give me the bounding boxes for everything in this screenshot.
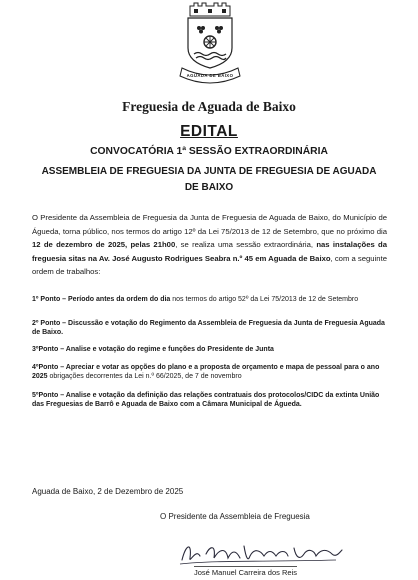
agenda-item xyxy=(32,346,387,355)
intro-text-2: , se realiza uma sessão extraordinária, xyxy=(175,240,317,250)
agenda-item xyxy=(32,364,387,381)
agenda-item-title: – Apreciar e votar as opções do plano e a proposta de orçamento e mapa de pessoal para o ano 2025 xyxy=(32,364,380,380)
agenda-item-label: 2º Ponto xyxy=(32,320,61,327)
agenda-item xyxy=(32,296,387,305)
parish-name: Freguesia de Aguada de Baixo xyxy=(122,99,296,114)
intro-text-3: , com a seguinte ordem de trabalhos: xyxy=(32,253,387,277)
agenda-item-label: 4ºPonto xyxy=(32,364,59,371)
agenda-item-title: – Analise e votação da definição das relações contratuais dos protocolos/CIDC da extinta União das Freguesias de Barrô e Aguada de Baixo com a Câmara Municipal de Águeda. xyxy=(32,392,380,408)
parish-crest xyxy=(168,2,252,88)
place-date: Aguada de Baixo, 2 de Dezembro de 2025 xyxy=(32,487,184,496)
agenda-item xyxy=(32,392,387,409)
meeting-datetime: 12 de dezembro de 2025, pelas 21h00 xyxy=(32,240,176,250)
intro-paragraph xyxy=(32,211,387,279)
crest-motto: AGUADA DE BAIXO xyxy=(186,73,234,78)
document-title: EDITAL xyxy=(180,123,238,140)
agenda-item-note: obrigações decorrentes da Lei n.º 66/2025, de 7 de novembro xyxy=(47,372,242,380)
signatory-name: José Manuel Carreira dos Reis xyxy=(194,568,297,577)
agenda-item xyxy=(32,320,387,337)
agenda-item-title: – Discussão e votação do Regimento da Assembleia de Freguesia da Junta de Freguesia Aguada de Baixo. xyxy=(32,320,385,336)
agenda-item-label: 5ºPonto xyxy=(32,392,59,399)
agenda-item-label: 3ºPonto xyxy=(32,346,59,353)
agenda-item-note: nos termos do artigo 52º da Lei 75/2013 de 12 de Setembro xyxy=(170,296,359,303)
assembly-heading: ASSEMBLEIA DE FREGUESIA DA JUNTA DE FREGUESIA DE AGUADA DE BAIXO xyxy=(41,166,377,193)
meeting-location: nas instalações da freguesia sitas na Av. José Augusto Rodrigues Seabra n.º 45 em Aguada de Baixo xyxy=(32,240,387,263)
agenda-item-title: – Período antes da ordem do dia xyxy=(60,296,171,303)
agenda-item-title: – Analise e votação do regime e funções do Presidente de Junta xyxy=(58,346,274,353)
intro-text-1: O Presidente da Assembleia de Freguesia da Junta de Freguesia de Aguada de Baixo, do Município de Águeda, torna público, nos termos do artigo 12º da Lei 75/2013 de 12 de Setembro, que no próximo dia xyxy=(32,213,387,236)
convocation-heading: CONVOCATÓRIA 1ª SESSÃO EXTRAORDINÁRIA xyxy=(90,146,328,157)
agenda-item-label: 1º Ponto xyxy=(32,296,61,303)
signatory-role: O Presidente da Assembleia de Freguesia xyxy=(160,512,310,521)
